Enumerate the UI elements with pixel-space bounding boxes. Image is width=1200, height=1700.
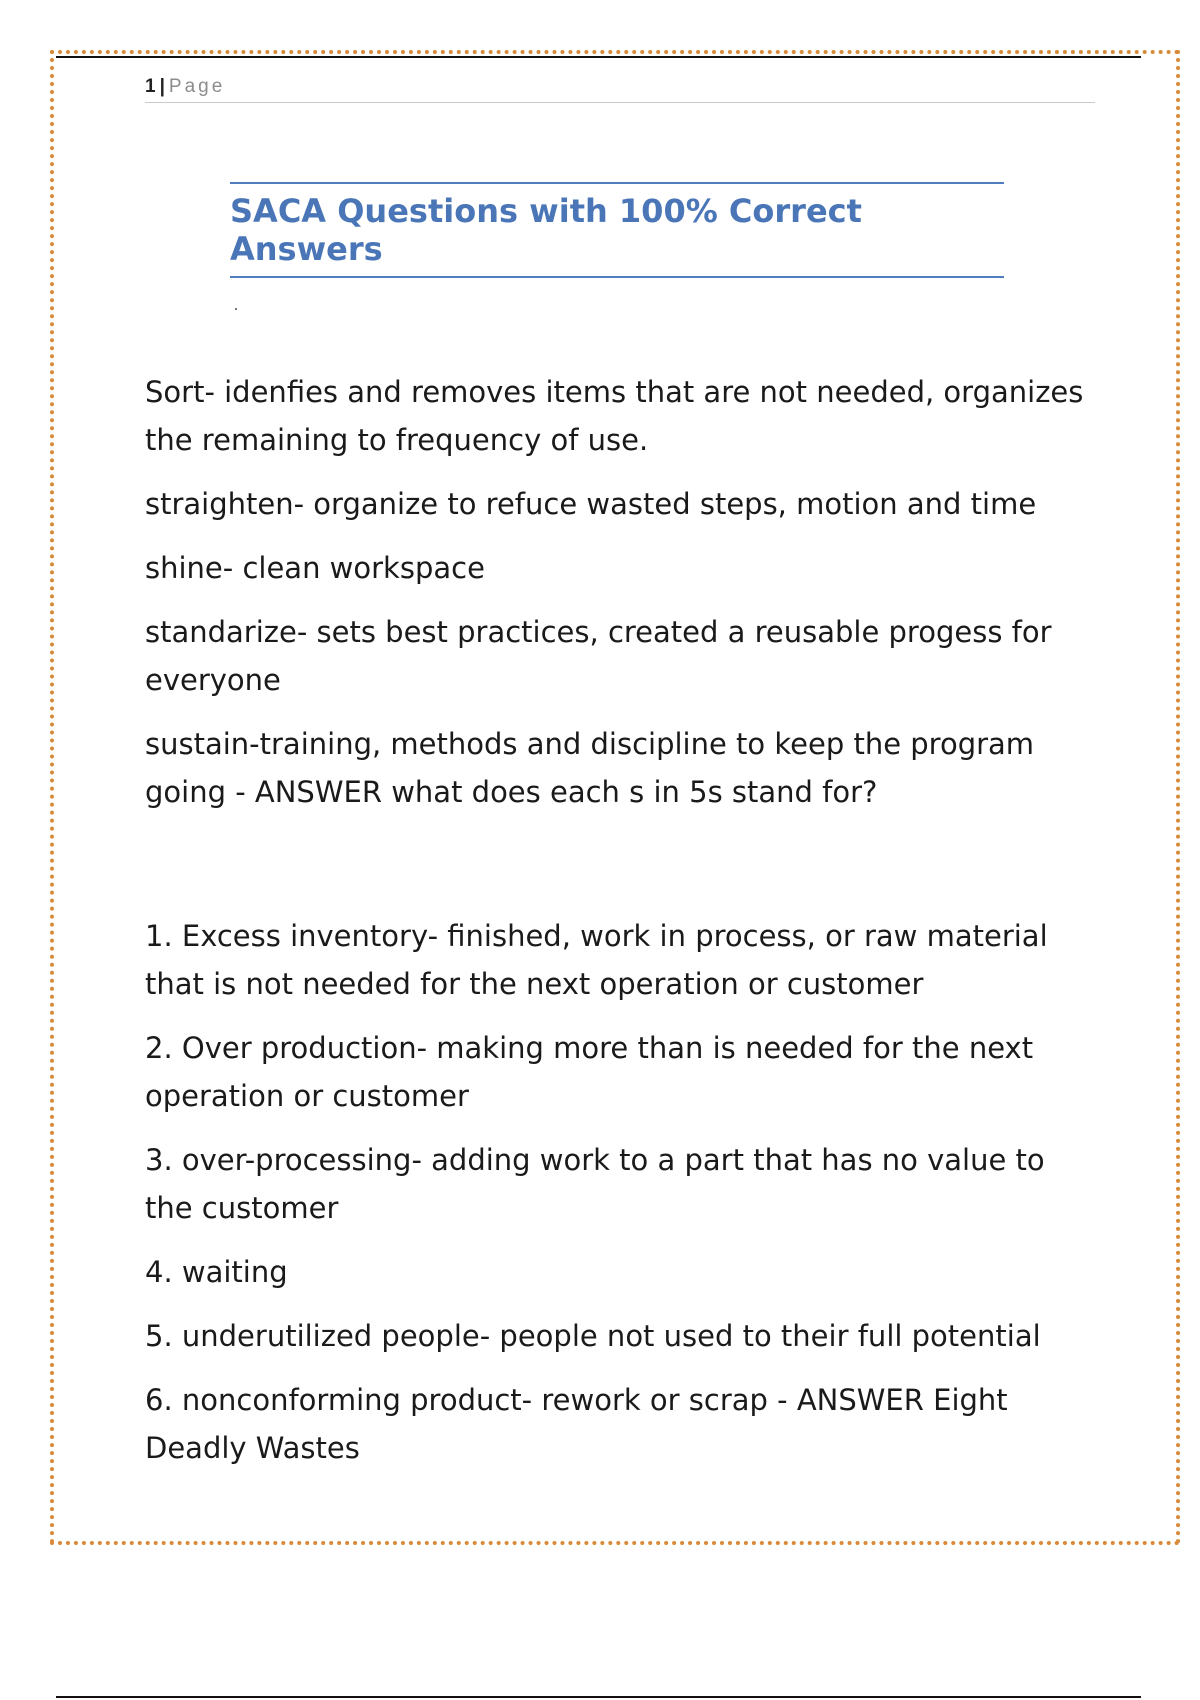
paragraph-straighten: straighten- organize to refuce wasted steps, motion and time (145, 487, 1037, 521)
paragraph-standarize: standarize- sets best practices, created a reusable progess for everyone (145, 615, 1052, 697)
list-item-underutilized-people: 5. underutilized people- people not used to their full potential (145, 1319, 1041, 1353)
document-body (145, 368, 1100, 1488)
paragraph-sort: Sort- idenfies and removes items that are not needed, organizes the remaining to frequency of use. (145, 375, 1084, 457)
page-number: 1 (145, 76, 156, 97)
title-box (230, 182, 1004, 278)
paragraph-shine: shine- clean workspace (145, 551, 485, 585)
list-item-over-processing: 3. over-processing- adding work to a part that has no value to the customer (145, 1143, 1045, 1225)
page-separator: | (159, 76, 165, 97)
list-item-excess-inventory: 1. Excess inventory- finished, work in process, or raw material that is not needed for the next operation or customer (145, 919, 1048, 1001)
bottom-rule (56, 1696, 1141, 1698)
list-item-waiting: 4. waiting (145, 1255, 288, 1289)
document-title: SACA Questions with 100% Correct Answers (230, 192, 862, 268)
paragraph-sustain: sustain-training, methods and discipline to keep the program going - ANSWER what does each s in 5s stand for? (145, 727, 1035, 809)
stray-dot (235, 308, 237, 310)
top-rule (56, 56, 1141, 58)
page-header (145, 76, 1095, 103)
page-label: Page (168, 76, 226, 97)
section-gap (145, 832, 1100, 912)
list-item-nonconforming-product: 6. nonconforming product- rework or scrap - ANSWER Eight Deadly Wastes (145, 1383, 1008, 1465)
list-item-over-production: 2. Over production- making more than is needed for the next operation or customer (145, 1031, 1034, 1113)
